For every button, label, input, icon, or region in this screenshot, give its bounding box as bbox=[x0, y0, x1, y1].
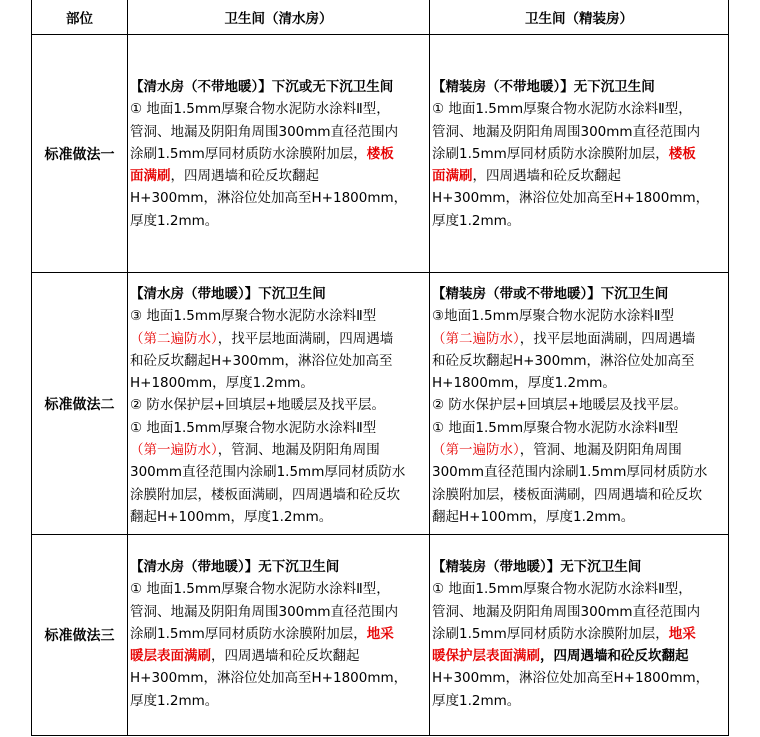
header-row bbox=[32, 0, 728, 35]
cell-line: 管洞、地漏及阴阳角周围300mm直径范围内 bbox=[130, 603, 399, 620]
highlight-text: （第二遍防水） bbox=[130, 330, 218, 347]
cell-title: 【精装房（不带地暖）】无下沉卫生间 bbox=[432, 79, 655, 95]
cell-text: ，管洞、地漏及阴阳角周围 bbox=[519, 442, 682, 459]
row-label: 标准做法二 bbox=[44, 396, 115, 413]
cell-text: ，四周遇墙和砼反坎翻起 bbox=[170, 168, 319, 185]
spec-table bbox=[31, 0, 729, 736]
cell-title: 【清水房（不带地暖）】下沉或无下沉卫生间 bbox=[130, 79, 394, 95]
row-method-3 bbox=[32, 535, 728, 735]
row-method-2 bbox=[32, 273, 728, 535]
cell-text: 涂刷1.5mm厚同材质防水涂膜附加层， bbox=[432, 145, 669, 162]
cell-line: H+300mm，淋浴位处加高至H+1800mm， bbox=[130, 190, 408, 207]
cell-text: 涂刷1.5mm厚同材质防水涂膜附加层， bbox=[130, 625, 367, 642]
cell-line: 涂膜附加层，楼板面满刷，四周遇墙和砼反坎 bbox=[130, 486, 400, 503]
plain-cell bbox=[128, 35, 430, 272]
cell-line: 厚度1.2mm。 bbox=[432, 212, 521, 229]
cell-text: ，四周遇墙和砼反坎翻起 bbox=[211, 648, 360, 665]
finished-cell bbox=[430, 35, 728, 272]
row-label: 标准做法一 bbox=[44, 146, 115, 163]
plain-cell bbox=[128, 273, 430, 534]
cell-line: ③ 地面1.5mm厚聚合物水泥防水涂料Ⅱ型 bbox=[130, 308, 377, 325]
header-position-text: 部位 bbox=[66, 11, 93, 27]
cell-text: 涂刷1.5mm厚同材质防水涂膜附加层， bbox=[432, 625, 669, 642]
cell-line: ① 地面1.5mm厚聚合物水泥防水涂料Ⅱ型， bbox=[130, 101, 390, 118]
header-finished-text: 卫生间（精装房） bbox=[525, 11, 633, 27]
cell-line: 翻起H+100mm，厚度1.2mm。 bbox=[130, 508, 333, 525]
cell-line: ① 地面1.5mm厚聚合物水泥防水涂料Ⅱ型 bbox=[130, 419, 377, 436]
cell-title: 【精装房（带或不带地暖）】下沉卫生间 bbox=[432, 286, 669, 302]
cell-line: H+300mm，淋浴位处加高至H+1800mm， bbox=[432, 190, 710, 207]
cell-title: 【清水房（带地暖）】无下沉卫生间 bbox=[130, 559, 340, 575]
row-label-cell bbox=[32, 535, 128, 735]
row-label-cell bbox=[32, 273, 128, 534]
cell-line: ① 地面1.5mm厚聚合物水泥防水涂料Ⅱ型， bbox=[432, 581, 692, 598]
cell-line: 翻起H+100mm，厚度1.2mm。 bbox=[432, 508, 635, 525]
highlight-text: （第一遍防水） bbox=[130, 442, 218, 459]
cell-line: 厚度1.2mm。 bbox=[432, 692, 521, 709]
cell-line: 管洞、地漏及阴阳角周围300mm直径范围内 bbox=[130, 123, 399, 140]
highlight-text: 地采 bbox=[366, 625, 394, 642]
cell-text: 涂刷1.5mm厚同材质防水涂膜附加层， bbox=[130, 145, 367, 162]
cell-line: 管洞、地漏及阴阳角周围300mm直径范围内 bbox=[432, 123, 701, 140]
header-plain-text: 卫生间（清水房） bbox=[224, 11, 333, 27]
cell-line: 300mm直径范围内涂刷1.5mm厚同材质防水 bbox=[130, 464, 406, 481]
cell-line: ① 地面1.5mm厚聚合物水泥防水涂料Ⅱ型， bbox=[432, 101, 692, 118]
finished-cell bbox=[430, 535, 728, 735]
highlight-text: 暖层表面满刷 bbox=[130, 648, 211, 665]
cell-title: 【精装房（带地暖）】无下沉卫生间 bbox=[432, 559, 642, 575]
highlight-text: 面满刷 bbox=[432, 168, 473, 185]
cell-title: 【清水房（带地暖）】下沉卫生间 bbox=[130, 286, 326, 302]
cell-line: 和砼反坎翻起H+300mm，淋浴位处加高至 bbox=[130, 352, 393, 369]
cell-line: 厚度1.2mm。 bbox=[130, 212, 219, 229]
cell-line: ② 防水保护层+回填层+地暖层及找平层。 bbox=[432, 397, 688, 414]
header-plain bbox=[128, 0, 430, 34]
cell-text: ，四周遇墙和砼反坎翻起 bbox=[472, 168, 621, 185]
cell-line: ① 地面1.5mm厚聚合物水泥防水涂料Ⅱ型 bbox=[432, 419, 679, 436]
row-method-1 bbox=[32, 35, 728, 273]
cell-text: ，管洞、地漏及阴阳角周围 bbox=[217, 442, 380, 459]
cell-line: 厚度1.2mm。 bbox=[130, 692, 219, 709]
highlight-text: 楼板 bbox=[668, 145, 696, 162]
cell-line: H+300mm，淋浴位处加高至H+1800mm， bbox=[432, 670, 710, 687]
cell-line: ② 防水保护层+回填层+地暖层及找平层。 bbox=[130, 397, 386, 414]
highlight-text: 面满刷 bbox=[130, 168, 171, 185]
cell-line: H+1800mm，厚度1.2mm。 bbox=[130, 375, 314, 392]
highlight-text: 楼板 bbox=[366, 145, 394, 162]
cell-line: 涂膜附加层，楼板面满刷，四周遇墙和砼反坎 bbox=[432, 486, 702, 503]
highlight-text: 暖保护层表面满刷 bbox=[432, 648, 540, 665]
plain-cell bbox=[128, 535, 430, 735]
cell-text: ，找平层地面满刷，四周遇墙 bbox=[217, 330, 394, 347]
row-label: 标准做法三 bbox=[44, 628, 115, 644]
cell-text: ，四周遇墙和砼反坎翻起 bbox=[540, 648, 689, 665]
highlight-text: （第一遍防水） bbox=[432, 442, 520, 459]
header-finished bbox=[430, 0, 728, 34]
finished-cell bbox=[430, 273, 728, 534]
cell-line: 和砼反坎翻起H+300mm，淋浴位处加高至 bbox=[432, 352, 695, 369]
highlight-text: （第二遍防水） bbox=[432, 330, 520, 347]
header-position bbox=[32, 0, 128, 34]
cell-text: ，找平层地面满刷，四周遇墙 bbox=[519, 330, 696, 347]
cell-line: H+300mm，淋浴位处加高至H+1800mm， bbox=[130, 670, 408, 687]
cell-line: H+1800mm，厚度1.2mm。 bbox=[432, 375, 616, 392]
highlight-text: 地采 bbox=[668, 625, 696, 642]
cell-line: ① 地面1.5mm厚聚合物水泥防水涂料Ⅱ型， bbox=[130, 581, 390, 598]
cell-line: 300mm直径范围内涂刷1.5mm厚同材质防水 bbox=[432, 464, 708, 481]
row-label-cell bbox=[32, 35, 128, 272]
cell-line: 管洞、地漏及阴阳角周围300mm直径范围内 bbox=[432, 603, 701, 620]
cell-line: ③地面1.5mm厚聚合物水泥防水涂料Ⅱ型 bbox=[432, 308, 675, 325]
